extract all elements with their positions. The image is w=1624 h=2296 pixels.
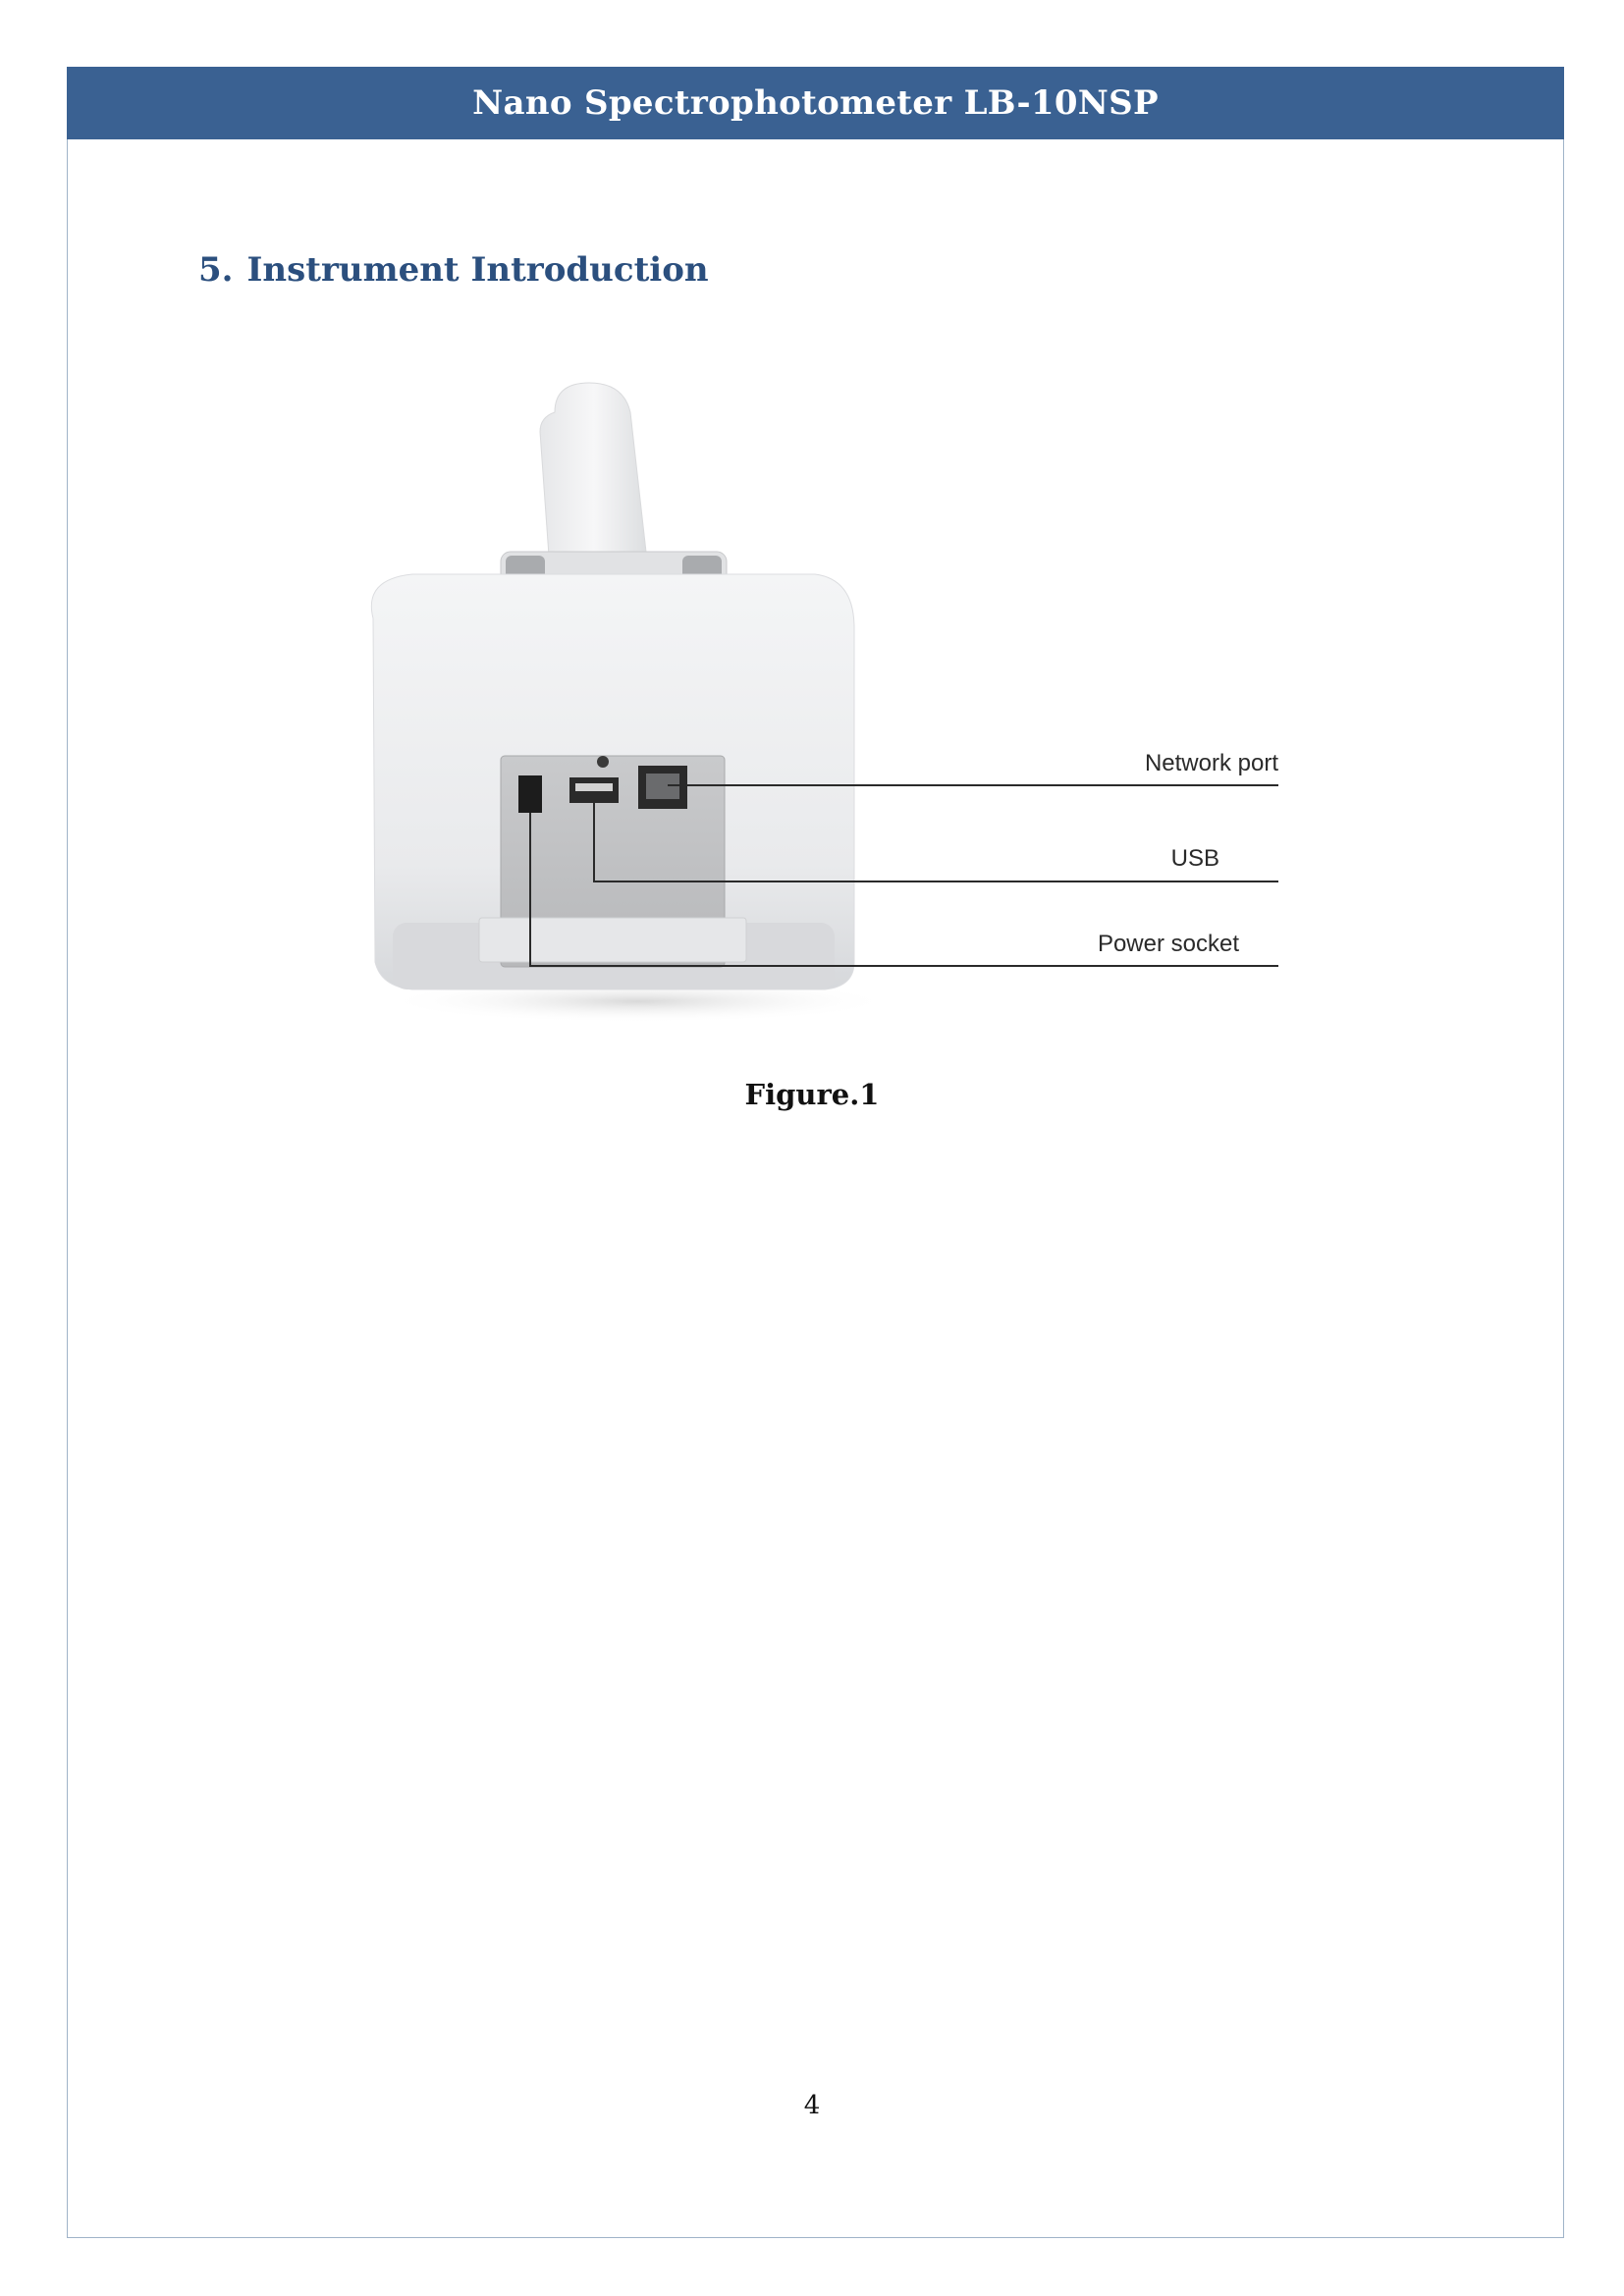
power-socket-label: Power socket — [1097, 931, 1239, 957]
instrument-figure — [353, 373, 1316, 1021]
document-title: Nano Spectrophotometer LB-10NSP — [472, 83, 1159, 123]
instrument-rear-view-image — [353, 373, 1316, 1021]
section-heading — [198, 250, 709, 290]
header-bar — [67, 67, 1564, 139]
section-number: 5. — [198, 250, 234, 290]
figure-caption: Figure.1 — [744, 1078, 880, 1111]
network-port-label: Network port — [1144, 750, 1278, 776]
page-number: 4 — [803, 2091, 821, 2120]
usb-label: USB — [1170, 845, 1219, 872]
section-title: Instrument Introduction — [246, 250, 709, 290]
instrument-body — [371, 383, 893, 1021]
